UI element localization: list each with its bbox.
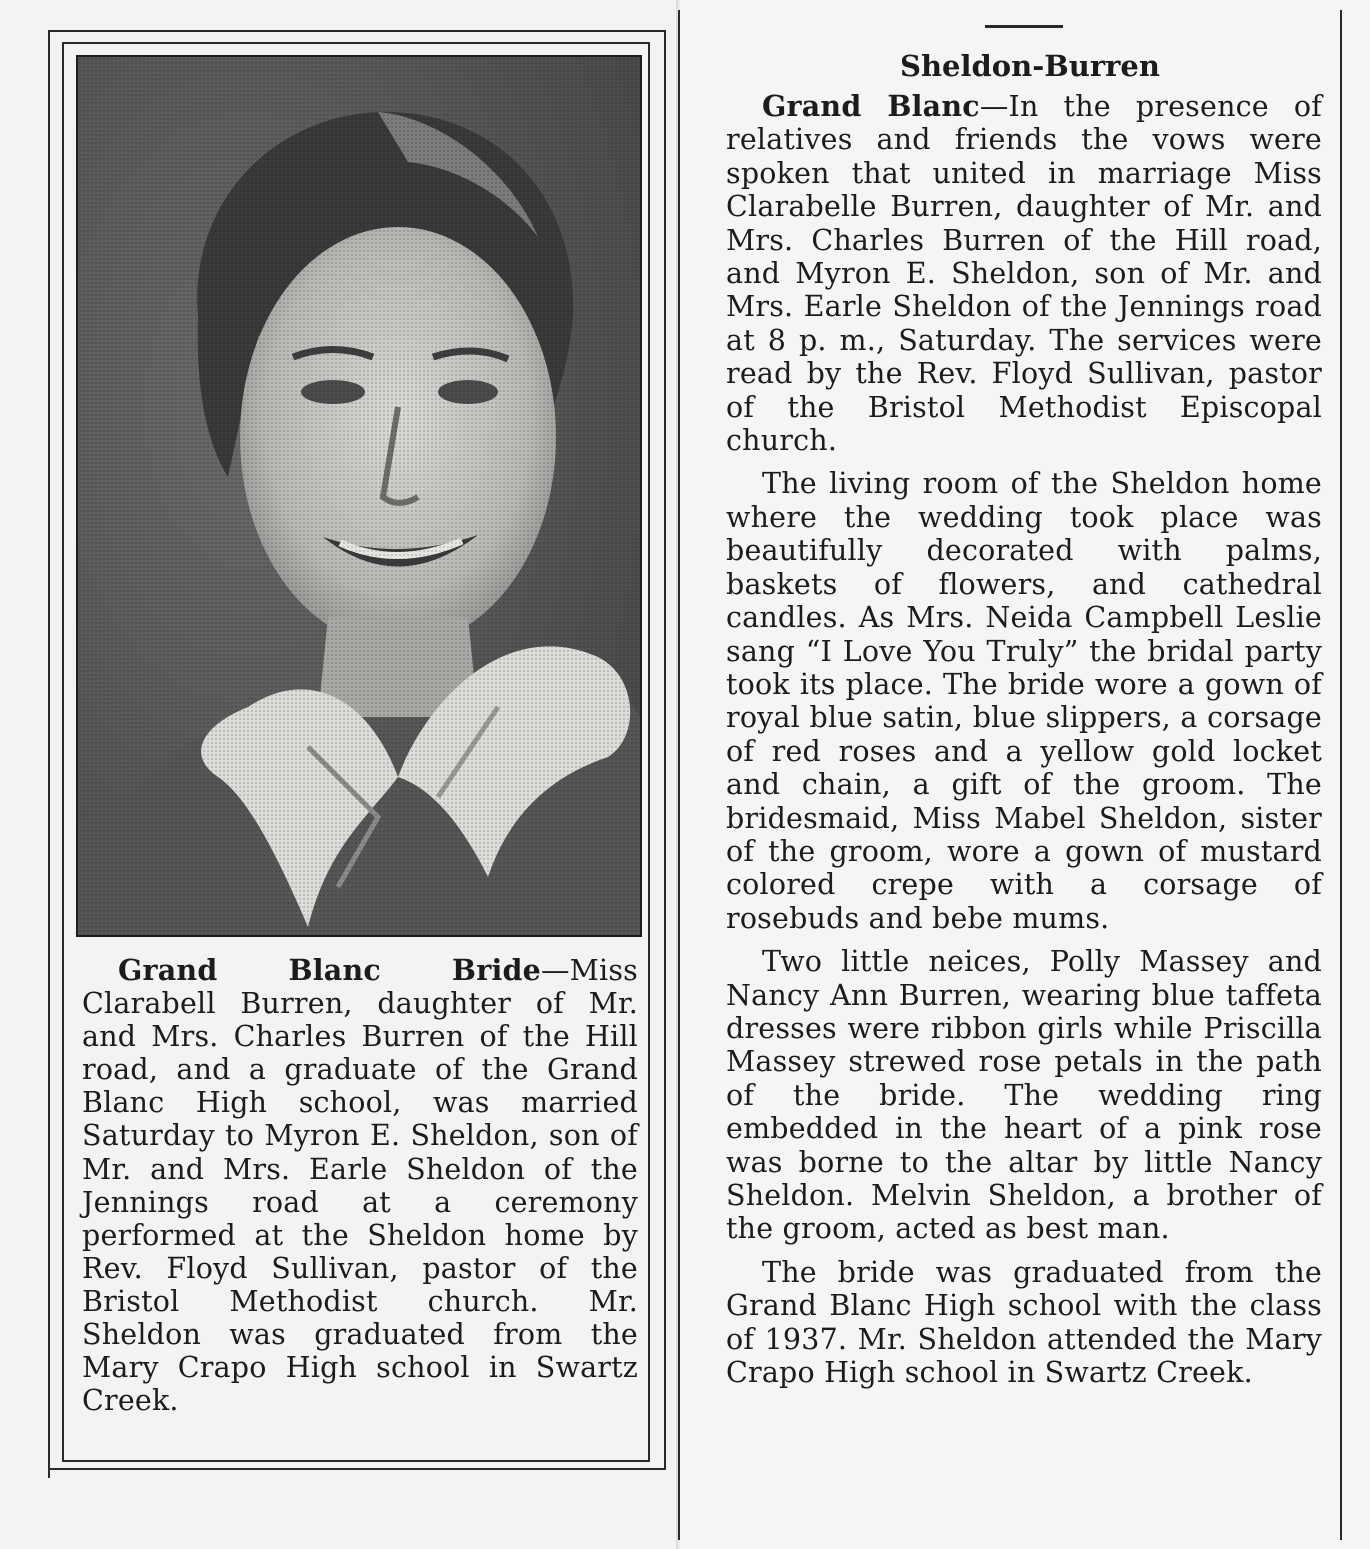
right-column-rule-right <box>1340 10 1342 1540</box>
article-paragraph-1-text: —In the presence of relatives and friends the vows were spoken that united in marriage Miss Clarabelle Burren, daughter of Mr. and Mrs. Charles Burren of the Hill road, and Myron E. Sheldon, son of Mr. and Mrs. Earle Sheldon of the Jennings road at 8 p. m., Saturday. The services were read by the Rev. Floyd Sullivan, pastor of the Bristol Methodist Episcopal church. <box>726 90 1322 458</box>
right-column-rule-left <box>678 10 680 1540</box>
article-top-dash <box>985 25 1063 28</box>
bride-portrait-photo <box>76 55 642 937</box>
article-body <box>726 90 1322 1389</box>
left-bottom-rule <box>48 1468 666 1470</box>
article-headline: Sheldon-Burren <box>900 49 1160 83</box>
article-dateline: Grand Blanc <box>762 89 980 123</box>
article-paragraph-4: The bride was graduated from the Grand Blanc High school with the class of 1937. Mr. Sheldon attended the Mary Crapo High school in Swartz Creek. <box>726 1255 1322 1390</box>
left-column-rule <box>48 30 50 1478</box>
article-paragraph-2: The living room of the Sheldon home where the wedding took place was beautifully decorated with palms, baskets of flowers, and cathedral candles. As Mrs. Neida Campbell Leslie sang “I Love You Truly” the bridal party took its place. The bride wore a gown of royal blue satin, blue slippers, a corsage of red roses and a yellow gold locket and chain, a gift of the groom. The bridesmaid, Miss Mabel Sheldon, sister of the groom, wore a gown of mustard colored crepe with a corsage of rosebuds and bebe mums. <box>726 467 1322 935</box>
left-top-rule <box>48 30 666 32</box>
article-paragraph-3: Two little neices, Polly Massey and Nancy Ann Burren, wearing blue taffeta dresses were ribbon girls while Priscilla Massey strewed rose petals in the path of the bride. The wedding ring embedded in the heart of a pink rose was borne to the altar by little Nancy Sheldon. Melvin Sheldon, a brother of the groom, acted as best man. <box>726 945 1322 1246</box>
caption-text: —Miss Clarabell Burren, daughter of Mr. and Mrs. Charles Burren of the Hill road, and a graduate of the Grand Blanc High school, was married Saturday to Myron E. Sheldon, son of Mr. and Mrs. Earle Sheldon of the Jennings road at a ceremony performed at the Sheldon home by Rev. Floyd Sullivan, pastor of the Bristol Methodist church. Mr. Sheldon was graduated from the Mary Crapo High school in Swartz Creek. <box>82 954 638 1418</box>
left-column-rule-right <box>664 30 666 1470</box>
caption-lead: Grand Blanc Bride <box>118 953 541 987</box>
photo-caption <box>82 954 638 1417</box>
article-paragraph-1 <box>726 90 1322 457</box>
